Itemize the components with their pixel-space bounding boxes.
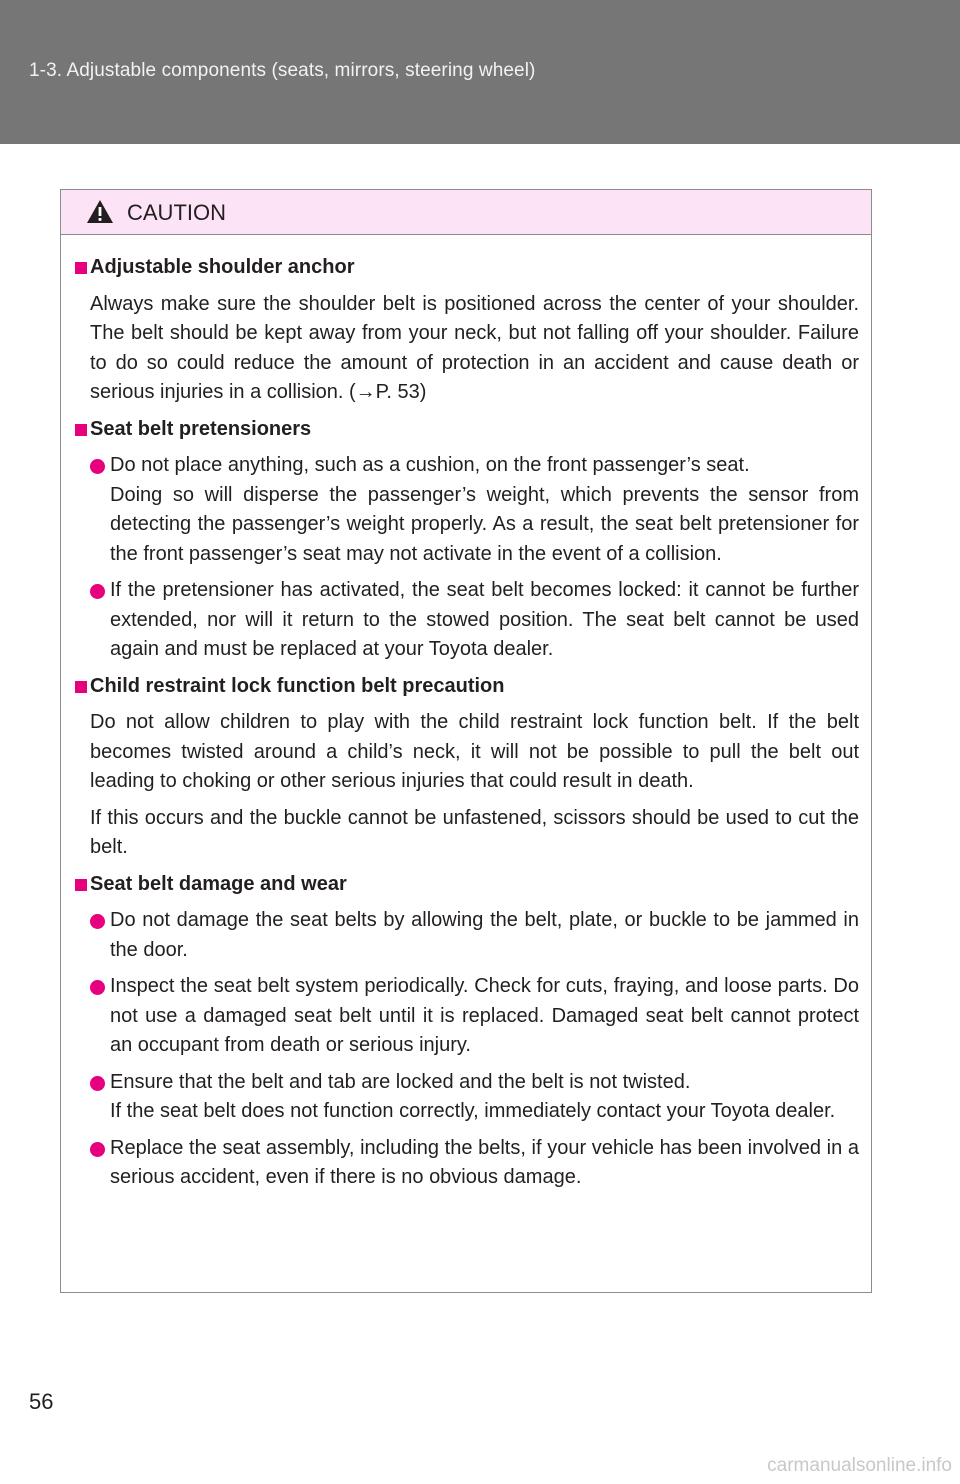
- list-item: Replace the seat assembly, including the belts, if your vehicle has been involved in a serious accident, even if there is no obvious damage.: [77, 1134, 859, 1193]
- chapter-title: 1-3. Adjustable components (seats, mirrors, steering wheel): [29, 60, 536, 81]
- circle-bullet-icon: [90, 584, 105, 599]
- square-bullet-icon: [75, 424, 87, 436]
- caution-header: [61, 190, 871, 235]
- paragraph: Always make sure the shoulder belt is positioned across the center of your shoulder. The belt should be kept away from your neck, but not falling off your shoulder. Failure to do so could reduce the amount of protection in an accident and cause death or serious injuries in a collision. (→P. 53): [90, 292, 859, 403]
- list-item: Inspect the seat belt system periodically. Check for cuts, fraying, and loose parts. Do not use a damaged seat belt until it is replaced. Damaged seat belt cannot protect an occupant from death or serious injury.: [77, 972, 859, 1061]
- section-title: Seat belt damage and wear: [77, 870, 859, 900]
- paragraph: If this occurs and the buckle cannot be unfastened, scissors should be used to cut the belt.: [90, 806, 859, 858]
- circle-bullet-icon: [90, 914, 105, 929]
- page-header: [0, 0, 960, 144]
- section-title: Child restraint lock function belt precaution: [77, 672, 859, 702]
- circle-bullet-icon: [90, 980, 105, 995]
- caution-content: [61, 234, 871, 1200]
- caution-box: [60, 189, 872, 1293]
- caution-label: CAUTION: [127, 200, 226, 225]
- circle-bullet-icon: [90, 459, 105, 474]
- list-item: Do not damage the seat belts by allowing the belt, plate, or buckle to be jammed in the door.: [77, 906, 859, 965]
- list-item: Ensure that the belt and tab are locked and the belt is not twisted. If the seat belt does not function correctly, immediately contact your Toyota dealer.: [77, 1068, 859, 1127]
- watermark: carmanualsonline.info: [767, 1455, 952, 1476]
- section-title: Seat belt pretensioners: [77, 415, 859, 445]
- square-bullet-icon: [75, 681, 87, 693]
- paragraph: Do not allow children to play with the child restraint lock function belt. If the belt becomes twisted around a child’s neck, it will not be possible to pull the belt out leading to choking or other serious injuries that could result in death.: [90, 711, 859, 792]
- circle-bullet-icon: [90, 1142, 105, 1157]
- square-bullet-icon: [75, 262, 87, 274]
- square-bullet-icon: [75, 879, 87, 891]
- section-title: Adjustable shoulder anchor: [77, 253, 859, 283]
- page-number: 56: [29, 1389, 54, 1414]
- list-item: If the pretensioner has activated, the seat belt becomes locked: it cannot be further extended, nor will it return to the stowed position. The seat belt cannot be used again and must be replaced at your Toyota dealer.: [77, 576, 859, 665]
- circle-bullet-icon: [90, 1076, 105, 1091]
- list-item: Do not place anything, such as a cushion, on the front passenger’s seat. Doing so will disperse the passenger’s weight, which prevents the sensor from detecting the passenger’s weight properly. As a result, the seat belt pretensioner for the front passenger’s seat may not activate in the event of a collision.: [77, 451, 859, 569]
- warning-triangle-icon: [86, 199, 114, 224]
